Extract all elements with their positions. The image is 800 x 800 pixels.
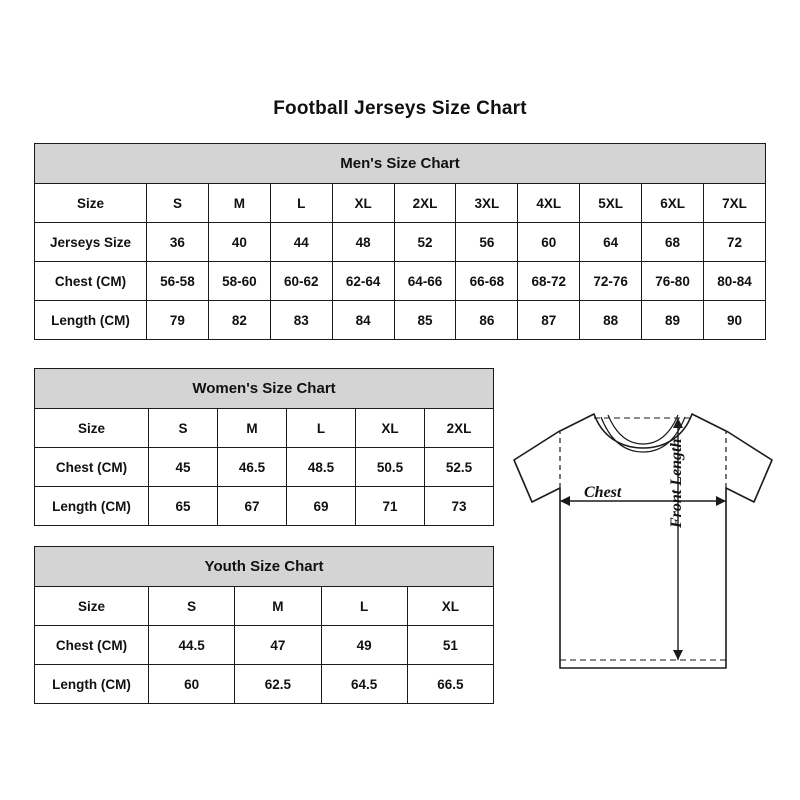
data-cell: 64-66 — [394, 262, 456, 301]
data-cell: 68-72 — [518, 262, 580, 301]
mens-size-chart-caption: Men's Size Chart — [34, 143, 766, 183]
size-header-cell: XL — [332, 184, 394, 223]
table-row — [35, 262, 766, 301]
youth-size-chart-table — [34, 546, 494, 704]
table-row — [35, 665, 494, 704]
table-row — [35, 448, 494, 487]
size-header-cell: 2XL — [425, 409, 494, 448]
mens-size-chart-table — [34, 143, 766, 340]
data-cell: 72-76 — [580, 262, 642, 301]
data-cell: 45 — [149, 448, 218, 487]
size-header-cell: 4XL — [518, 184, 580, 223]
row-label: Jerseys Size — [35, 223, 147, 262]
size-header-cell: XL — [356, 409, 425, 448]
data-cell: 87 — [518, 301, 580, 340]
data-cell: 67 — [218, 487, 287, 526]
data-cell: 62-64 — [332, 262, 394, 301]
data-cell: 84 — [332, 301, 394, 340]
data-cell: 88 — [580, 301, 642, 340]
data-cell: 36 — [147, 223, 209, 262]
data-cell: 73 — [425, 487, 494, 526]
size-header-cell: L — [321, 587, 407, 626]
table-row — [35, 301, 766, 340]
data-cell: 40 — [208, 223, 270, 262]
data-cell: 58-60 — [208, 262, 270, 301]
size-header-cell: S — [149, 409, 218, 448]
data-cell: 66-68 — [456, 262, 518, 301]
row-label: Length (CM) — [35, 301, 147, 340]
data-cell: 46.5 — [218, 448, 287, 487]
data-cell: 89 — [642, 301, 704, 340]
data-cell: 56-58 — [147, 262, 209, 301]
youth-size-chart-caption: Youth Size Chart — [34, 546, 494, 586]
table-row — [35, 223, 766, 262]
column-header-size: Size — [35, 409, 149, 448]
table-row — [35, 184, 766, 223]
column-header-size: Size — [35, 587, 149, 626]
data-cell: 90 — [704, 301, 766, 340]
size-header-cell: M — [235, 587, 321, 626]
data-cell: 52.5 — [425, 448, 494, 487]
data-cell: 79 — [147, 301, 209, 340]
data-cell: 82 — [208, 301, 270, 340]
data-cell: 51 — [407, 626, 493, 665]
size-header-cell: M — [218, 409, 287, 448]
size-header-cell: M — [208, 184, 270, 223]
data-cell: 44.5 — [149, 626, 235, 665]
row-label: Chest (CM) — [35, 262, 147, 301]
data-cell: 68 — [642, 223, 704, 262]
data-cell: 64 — [580, 223, 642, 262]
data-cell: 71 — [356, 487, 425, 526]
row-label: Length (CM) — [35, 487, 149, 526]
size-header-cell: 3XL — [456, 184, 518, 223]
data-cell: 44 — [270, 223, 332, 262]
data-cell: 80-84 — [704, 262, 766, 301]
page-title: Football Jerseys Size Chart — [273, 98, 527, 119]
data-cell: 48.5 — [287, 448, 356, 487]
data-cell: 60-62 — [270, 262, 332, 301]
data-cell: 49 — [321, 626, 407, 665]
row-label: Length (CM) — [35, 665, 149, 704]
size-header-cell: S — [147, 184, 209, 223]
size-header-cell: 2XL — [394, 184, 456, 223]
data-cell: 83 — [270, 301, 332, 340]
data-cell: 50.5 — [356, 448, 425, 487]
size-header-cell: 5XL — [580, 184, 642, 223]
data-cell: 86 — [456, 301, 518, 340]
data-cell: 64.5 — [321, 665, 407, 704]
size-header-cell: L — [287, 409, 356, 448]
data-cell: 56 — [456, 223, 518, 262]
womens-size-chart-caption: Women's Size Chart — [34, 368, 494, 408]
shirt-measurement-diagram — [498, 398, 788, 688]
data-cell: 66.5 — [407, 665, 493, 704]
data-cell: 52 — [394, 223, 456, 262]
tshirt-outline-icon — [498, 398, 788, 688]
data-cell: 85 — [394, 301, 456, 340]
data-cell: 47 — [235, 626, 321, 665]
chest-measure-label: Chest — [584, 484, 622, 501]
row-label: Chest (CM) — [35, 448, 149, 487]
data-cell: 48 — [332, 223, 394, 262]
size-header-cell: 6XL — [642, 184, 704, 223]
size-header-cell: 7XL — [704, 184, 766, 223]
data-cell: 72 — [704, 223, 766, 262]
column-header-size: Size — [35, 184, 147, 223]
womens-size-chart-table — [34, 368, 494, 526]
data-cell: 65 — [149, 487, 218, 526]
row-label: Chest (CM) — [35, 626, 149, 665]
size-header-cell: XL — [407, 587, 493, 626]
data-cell: 76-80 — [642, 262, 704, 301]
table-row — [35, 587, 494, 626]
data-cell: 60 — [518, 223, 580, 262]
data-cell: 69 — [287, 487, 356, 526]
table-row — [35, 626, 494, 665]
size-header-cell: S — [149, 587, 235, 626]
front-length-measure-label: Front Length — [668, 438, 685, 528]
table-row — [35, 487, 494, 526]
data-cell: 62.5 — [235, 665, 321, 704]
data-cell: 60 — [149, 665, 235, 704]
table-row — [35, 409, 494, 448]
size-header-cell: L — [270, 184, 332, 223]
